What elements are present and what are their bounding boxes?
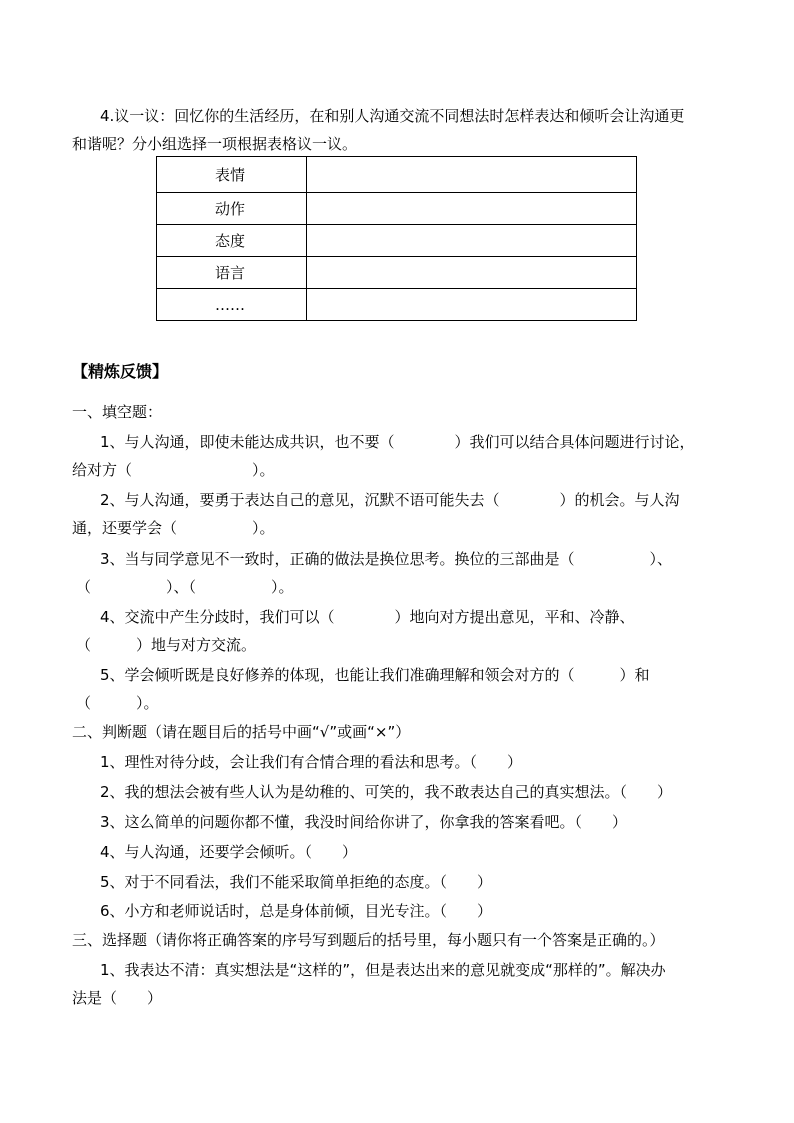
- choice-heading: 三、选择题（请你将正确答案的序号写到题后的括号里，每小题只有一个答案是正确的。）: [72, 931, 665, 949]
- choice-question-1-line-2: 法是（ ）: [72, 989, 163, 1007]
- fill-line: （ ）、（ ）。: [76, 578, 294, 596]
- fill-line: 3、当与同学意见不一致时，正确的做法是换位思考。换位的三部曲是（ ）、: [100, 550, 673, 568]
- intro-line-1: 4.议一议：回忆你的生活经历，在和别人沟通交流不同想法时怎样表达和倾听会让沟通更: [100, 107, 685, 125]
- judge-heading: 二、判断题（请在题目后的括号中画“√”或画“×”）: [72, 723, 411, 741]
- table-cell-empty: [307, 225, 637, 257]
- section-title: 【精炼反馈】: [72, 362, 169, 381]
- table-row-label: 语言: [157, 257, 307, 289]
- judge-item: 5、对于不同看法，我们不能采取简单拒绝的态度。（ ）: [100, 873, 493, 891]
- table-cell-empty: [307, 289, 637, 321]
- table-row-label: 动作: [157, 193, 307, 225]
- fill-heading: 一、填空题：: [72, 403, 163, 421]
- discussion-table: [156, 156, 637, 321]
- table-cell-empty: [307, 157, 637, 193]
- table-cell-empty: [307, 257, 637, 289]
- choice-question-1-line-1: 1、我表达不清：真实想法是“这样的”，但是表达出来的意见就变成“那样的”。解决办: [100, 961, 666, 979]
- judge-item: 1、理性对待分歧，会让我们有合情合理的看法和思考。（ ）: [100, 753, 523, 771]
- table-row: [157, 289, 637, 321]
- judge-item: 2、我的想法会被有些人认为是幼稚的、可笑的，我不敢表达自己的真实想法。（ ）: [100, 783, 673, 801]
- table-row: [157, 193, 637, 225]
- table-row: [157, 225, 637, 257]
- judge-item: 6、小方和老师说话时，总是身体前倾，目光专注。（ ）: [100, 902, 493, 920]
- fill-line: 1、与人沟通，即使未能达成共识，也不要（ ）我们可以结合具体问题进行讨论，: [100, 433, 695, 451]
- fill-line: 5、学会倾听既是良好修养的体现，也能让我们准确理解和领会对方的（ ）和: [100, 666, 650, 684]
- judge-item: 4、与人沟通，还要学会倾听。（ ）: [100, 843, 358, 861]
- table-row: [157, 157, 637, 193]
- table-row-label: 态度: [157, 225, 307, 257]
- table-row: [157, 257, 637, 289]
- table-cell-empty: [307, 193, 637, 225]
- table-row-label: 表情: [157, 157, 307, 193]
- fill-line: 给对方（ ）。: [72, 461, 275, 479]
- intro-line-2: 和谐呢？分小组选择一项根据表格议一议。: [72, 135, 358, 153]
- judge-item: 3、这么简单的问题你都不懂，我没时间给你讲了，你拿我的答案看吧。（ ）: [100, 813, 628, 831]
- fill-line: 通，还要学会（ ）。: [72, 519, 275, 537]
- fill-line: 4、交流中产生分歧时，我们可以（ ）地向对方提出意见，平和、冷静、: [100, 608, 635, 626]
- fill-line: （ ）地与对方交流。: [76, 636, 257, 654]
- fill-line: 2、与人沟通，要勇于表达自己的意见，沉默不语可能失去（ ）的机会。与人沟: [100, 491, 680, 509]
- fill-line: （ ）。: [76, 694, 159, 712]
- table-row-label: ……: [157, 289, 307, 321]
